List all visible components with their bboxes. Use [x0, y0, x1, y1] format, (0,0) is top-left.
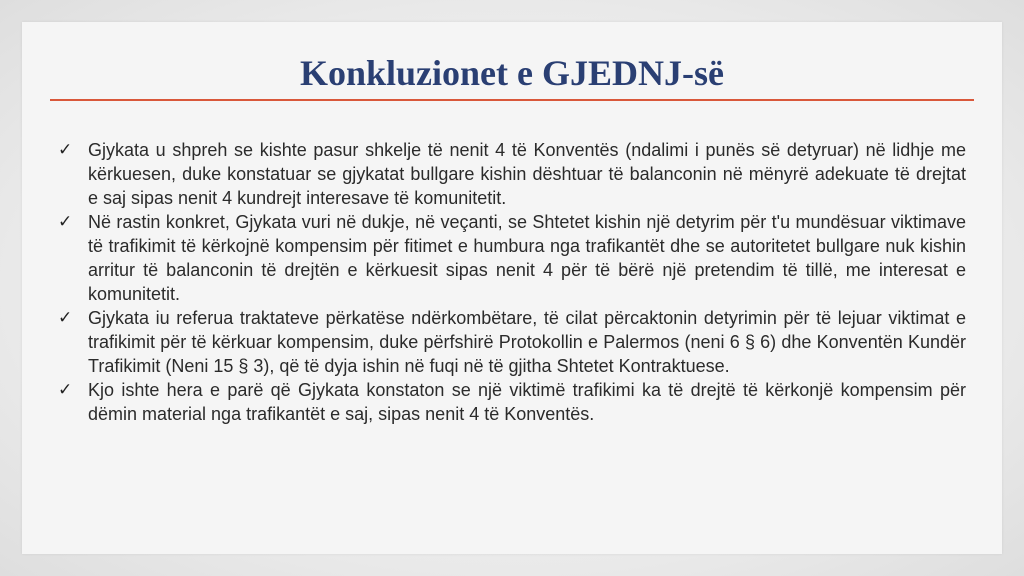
- list-item: [58, 138, 966, 210]
- title-underline: [50, 99, 974, 101]
- check-mark-icon: ✓: [58, 140, 73, 160]
- bullet-list: [58, 138, 966, 426]
- bullet-text: Gjykata iu referua traktateve përkatëse ndërkombëtare, të cilat përcaktonin detyrimin për të lejuar viktimat e trafikimit për të kërkuar kompensim, duke përfshirë Protokollin e Palermos (neni 6 § 6) dhe Konventën Kundër Trafikimit (Neni 15 § 3), që të dyja ishin në fuqi në të gjitha Shtetet Kontraktuese.: [88, 308, 966, 376]
- bullet-text: Në rastin konkret, Gjykata vuri në dukje, në veçanti, se Shtetet kishin një detyrim për t'u mundësuar viktimave të trafikimit të kërkojnë kompensim për fitimet e humbura nga trafikantët dhe se autoritetet bullgare nuk kishin arritur të balanconin të drejtën e kërkuesit sipas nenit 4 për të bërë një pretendim të tillë, me interesat e komunitetit.: [88, 212, 966, 304]
- list-item: [58, 210, 966, 306]
- bullet-text: Kjo ishte hera e parë që Gjykata konstaton se një viktimë trafikimi ka të drejtë të kërkonjë kompensim për dëmin material nga trafikantët e saj, sipas nenit 4 të Konventës.: [88, 380, 966, 424]
- check-mark-icon: ✓: [58, 308, 73, 328]
- check-mark-icon: ✓: [58, 380, 73, 400]
- slide-title: Konkluzionet e GJEDNJ-së: [299, 53, 724, 93]
- list-item: [58, 378, 966, 426]
- list-item: [58, 306, 966, 378]
- bullet-text: Gjykata u shpreh se kishte pasur shkelje të nenit 4 të Konventës (ndalimi i punës së detyruar) në lidhje me kërkuesen, duke konstatuar se gjykatat bullgare kishin dështuar të balanconin në mënyrë adekuate të drejtat e saj sipas nenit 4 kundrejt interesave të komunitetit.: [88, 140, 966, 208]
- check-mark-icon: ✓: [58, 212, 73, 232]
